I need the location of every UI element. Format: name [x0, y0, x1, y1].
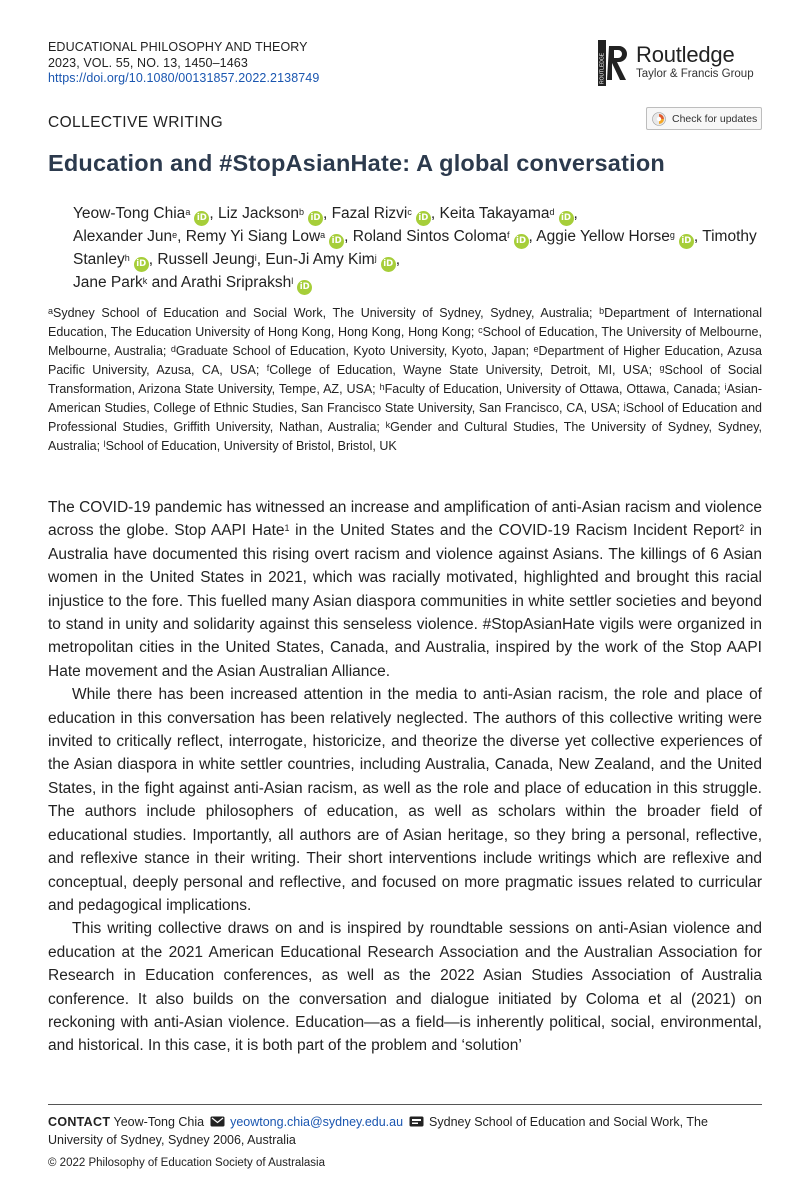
- contact-email[interactable]: yeowtong.chia@sydney.edu.au: [230, 1115, 404, 1129]
- paragraph: While there has been increased attention in the media to anti-Asian racism, the role and place of education in this conversation has been relatively neglected. The authors of this collective writing were invited to critically reflect, interrogate, historicize, and theorize the diverse yet collective experiences of the Asian diaspora in white settler countries, including Australia, Canada, New Zealand, and the United States, in the fight against anti-Asian racism, as well as the role and place of education in this struggle. The authors include philosophers of education, as well as scholars within the broader field of educational studies. Importantly, all authors are of Asian heritage, so they bring a personal, reflective, and reflexive stance in their writing. Their short interventions include writings which are reflexive and conceptual, deeply personal and reflective, and focused on more pragmatic issues related to curricular and pedagogical implications.: [48, 686, 762, 914]
- orcid-icon[interactable]: iD: [308, 211, 323, 226]
- section-label: COLLECTIVE WRITING: [48, 114, 224, 131]
- orcid-icon[interactable]: iD: [381, 257, 396, 272]
- orcid-icon[interactable]: iD: [559, 211, 574, 226]
- orcid-icon[interactable]: iD: [134, 257, 149, 272]
- affiliation: School of Education and Professional Studies, Griffith University, Nathan, Australia;: [48, 401, 762, 434]
- author: Jane Park$^k$ and: [73, 274, 181, 291]
- affiliation: Department of Higher Education, Azusa Pacific University, Azusa, CA, USA;: [48, 344, 762, 377]
- orcid-icon[interactable]: iD: [679, 234, 694, 249]
- author: Keita Takayama$^d$iD ,: [440, 205, 578, 222]
- affiliation: School of Education, University of Bristol, Bristol, UK: [105, 439, 397, 453]
- orcid-icon[interactable]: iD: [194, 211, 209, 226]
- author: Eun-Ji Amy Kim$^j$iD ,: [265, 251, 400, 268]
- affiliation: Graduate School of Education, Kyoto University, Kyoto, Japan;: [175, 344, 530, 358]
- footer-divider: [48, 1104, 762, 1105]
- publisher-name: Routledge: [636, 42, 735, 67]
- affiliations: $^a$Sydney School of Education and Social Work, The University of Sydney, Sydney, Australia; $^b$Department of International Education, The Education University of Hong Kong, Hong Kong, Hong Kong; $^c$School of Education, The University of Melbourne, Melbourne, Australia; $^d$Graduate School of Education, Kyoto University, Kyoto, Japan; $^e$Department of Higher Education, Azusa Pacific University, Azusa, CA, USA; $^f$College of Education, Wayne State University, Detroit, MI, USA; $^g$School of Social Transformation, Arizona State University, Tempe, AZ, USA; $^h$Faculty of Education, University of Ottawa, Ottawa, Canada; $^i$Asian-American Studies, College of Ethnic Studies, San Francisco State University, San Francisco, CA, USA; $^j$School of Education and Professional Studies, Griffith University, Nathan, Australia; $^k$Gender and Cultural Studies, The University of Sydney, Sydney, Australia; $^l$School of Education, University of Bristol, Bristol, UK: [48, 306, 762, 453]
- affiliation: College of Education, Wayne State University, Detroit, MI, USA;: [269, 363, 653, 377]
- check-updates-icon: [652, 112, 666, 126]
- copyright: © 2022 Philosophy of Education Society of Australasia: [48, 1157, 325, 1169]
- author: Alexander Jun$^e$,: [73, 228, 186, 245]
- author-list: [73, 203, 773, 295]
- publisher-sub: Taylor & Francis Group: [636, 68, 754, 80]
- paragraph: This writing collective draws on and is inspired by roundtable sessions on anti-Asian violence and education at the 2021 American Educational Research Association and the Australian Association for Research in Education conferences, as well as the 2022 Asian Studies Association of Australia conference. It also builds on the conversation and dialogue initiated by Coloma et al (2021) on reckoning with anti-Asian violence. Education—as a field—is inherently political, social, environmental, and historical. In this case, it is both part of the problem and ‘solution’: [48, 920, 762, 1055]
- affiliation: School of Education, The University of Melbourne, Melbourne, Australia;: [48, 325, 762, 358]
- routledge-logo-icon: [598, 40, 632, 86]
- check-updates-label: Check for updates: [672, 112, 758, 125]
- affiliation: Faculty of Education, University of Ottawa, Ottawa, Canada;: [384, 382, 721, 396]
- journal-name: EDUCATIONAL PHILOSOPHY AND THEORY: [48, 40, 308, 54]
- address-icon: [409, 1116, 424, 1127]
- contact-label: CONTACT: [48, 1115, 111, 1129]
- affiliation: Department of International Education, The Education University of Hong Kong, Hong Kong, Hong Kong;: [48, 306, 762, 339]
- footnote-ref[interactable]: 1: [284, 523, 290, 534]
- author: Fazal Rizvi$^c$iD ,: [332, 205, 440, 222]
- affiliation: Asian-American Studies, College of Ethnic Studies, San Francisco State University, San Francisco, CA, USA;: [48, 382, 762, 415]
- article-title: Education and #StopAsianHate: A global conversation: [48, 150, 665, 176]
- affiliation: Sydney School of Education and Social Work, The University of Sydney, Sydney, Australia;: [53, 306, 593, 320]
- affiliation: Gender and Cultural Studies, The University of Sydney, Sydney, Australia;: [48, 420, 762, 453]
- affiliation: School of Social Transformation, Arizona State University, Tempe, AZ, USA;: [48, 363, 762, 396]
- author: Roland Sintos Coloma$^f$iD ,: [353, 228, 537, 245]
- author: Timothy Stanley$^h$iD ,: [73, 228, 757, 268]
- paragraph: The COVID-19 pandemic has witnessed an increase and amplification of anti-Asian racism and violence across the globe. Stop AAPI Hate$^1$ in the United States and the COVID-19 Racism Incident Report$^2$ in Australia have documented this rising overt racism and violence against Asians. The killings of 6 Asian women in the United States in 2021, which was racially motivated, highlighted and brought this racial injustice to the fore. This fuelled many Asian diaspora communities in white settler societies and beyond to stand in unity and solidarity against this senseless violence. #StopAsianHate vigils were organized in metropolitan cities in the United States, Canada, and Australia, inspired by the work of the Stop AAPI Hate movement and the Asian Australian Alliance.: [48, 499, 762, 680]
- check-updates-button[interactable]: [646, 107, 762, 130]
- orcid-icon[interactable]: iD: [329, 234, 344, 249]
- author: Aggie Yellow Horse$^g$iD ,: [536, 228, 702, 245]
- contact-name: Yeow-Tong Chia: [113, 1115, 205, 1129]
- footnote-ref[interactable]: 2: [739, 523, 745, 534]
- contact-info: [48, 1113, 762, 1149]
- doi-link[interactable]: https://doi.org/10.1080/00131857.2022.2138749: [48, 71, 320, 85]
- journal-volume: 2023, VOL. 55, NO. 13, 1450–1463: [48, 55, 248, 70]
- author: Russell Jeung$^i$,: [157, 251, 266, 268]
- orcid-icon[interactable]: iD: [416, 211, 431, 226]
- orcid-icon[interactable]: iD: [514, 234, 529, 249]
- author: Remy Yi Siang Low$^a$iD ,: [186, 228, 353, 245]
- contact-address: Sydney School of Education and Social Work, The University of Sydney, Sydney 2006, Australia: [48, 1115, 708, 1147]
- author: Liz Jackson$^b$iD ,: [218, 205, 332, 222]
- article-body: [48, 496, 762, 1058]
- svg-text:ROUTLEDGE: ROUTLEDGE: [599, 52, 606, 84]
- journal-info: [48, 40, 319, 87]
- author: Arathi Sripraksh$^l$iD: [181, 274, 312, 291]
- publisher-logo: [598, 40, 768, 86]
- author: Yeow-Tong Chia$^a$iD ,: [73, 205, 218, 222]
- orcid-icon[interactable]: iD: [297, 280, 312, 295]
- email-icon: [210, 1116, 225, 1127]
